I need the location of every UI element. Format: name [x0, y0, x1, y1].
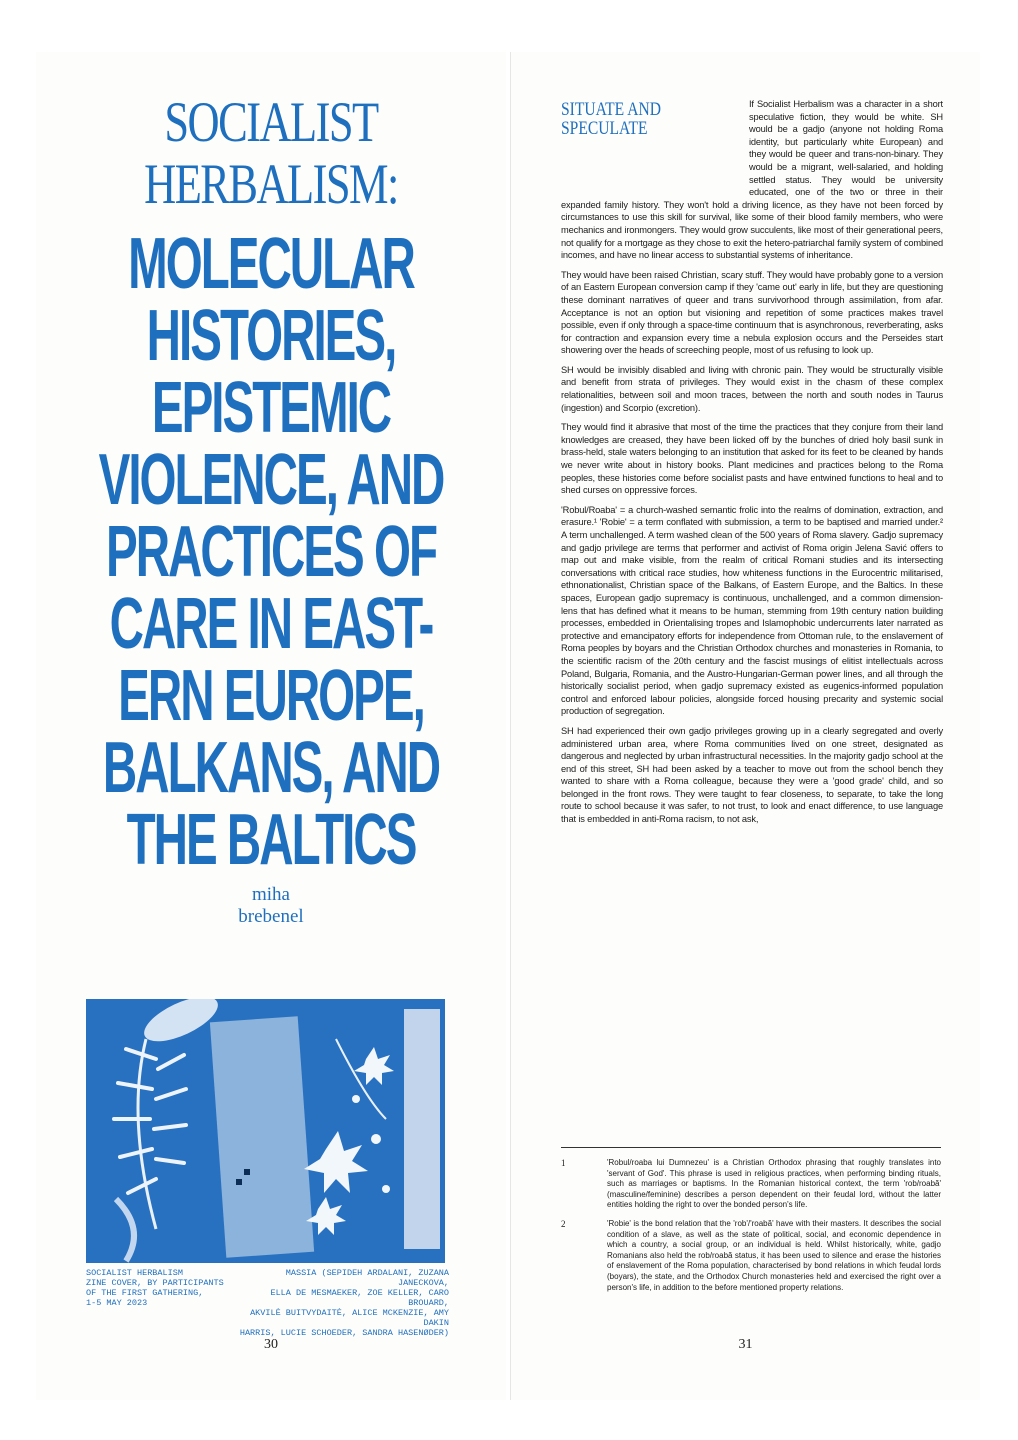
footnote-text: 'Robie' is the bond relation that the 'rob'/'roabă' have with their masters. It describes the social condition of a slave, as well as the state of political, social, and economic dependence in which a country, a social group, or an individual is held. Whilst historically, white, gadjo Romanians also held the rob/roabă status, it has been used to silence and erase the histories of enslavement of the Roma population, characterised by bond relations in which feudal lords (boyars), the state, and the Orthodox Church monasteries held and exercised the right over a person's life, in addition to the before mentioned property relations.: [607, 1218, 941, 1292]
caption-line: HARRIS, LUCIE SCHOEDER, SANDRA HASENØDER): [239, 1328, 449, 1338]
footnote-number: 1: [561, 1158, 566, 1168]
title-line: ERN EUROPE,: [118, 656, 424, 736]
right-page: [510, 52, 980, 1400]
body-paragraph: They would have been raised Christian, scary stuff. They would have probably gone to a version of an Eastern European conversion camp if they 'came out' early in life, but they are questioning these dominant narratives of queer and trans survivorhood through assimilation, from afar. Acceptance is not an option but visioning and repetition of some practices makes travel possible, even if only through a space-time continuum that is asynchronous, reverberating, asks for contraction and expansion every time a nebula explosion occurs and the Perseides start showering over the heads of screeching people, most of us refusing to look up.: [561, 269, 943, 356]
title-line: VIOLENCE, AND: [98, 440, 444, 520]
footnote: [561, 1219, 941, 1293]
title-line: HERBALISM:: [144, 153, 398, 216]
author-last: brebenel: [238, 906, 304, 927]
article-body: [561, 98, 943, 833]
page-number: 30: [264, 1337, 278, 1352]
body-paragraph: They would find it abrasive that most of the time the practices that they conjure from their land knowledges are creased, they have been licked off by the bunches of dried holy basil sunk in brass-held, stale waters belonging to an institution that asked for its feet to be cleaned by hands we never write about in history books. Plant medicines and practices belong to the Roma peoples, these histories come before socialist pasts and have entwined functions to heal and to shed curses on oppressive forces.: [561, 422, 943, 496]
caption-line: ELLA DE MESMAEKER, ZOE KELLER, CARO BROUARD,: [270, 1288, 449, 1308]
footnote-divider: [561, 1147, 941, 1148]
author-first: miha: [252, 884, 290, 905]
footnotes: [561, 1158, 941, 1301]
cyanotype-plants-graphic: [86, 999, 445, 1263]
title-line: PRACTICES OF: [105, 512, 437, 592]
title-serif-lines: [88, 92, 455, 216]
caption-line: SOCIALIST HERBALISM: [86, 1268, 183, 1278]
title-line: SOCIALIST: [164, 91, 378, 154]
page-number: 31: [738, 1337, 753, 1352]
footnote-text: 'Robul/roaba lui Dumnezeu' is a Christian Orthodox phrasing that roughly translates into 'servant of God'. This phrase is used in religious practices, when performing binding rituals, such as marriages or baptisms. In the Romanian historical context, the term 'rob/roabă' (masculine/feminine) describes a person dependent on their feudal lord, without the latter entities holding the right to over the bonded person's life.: [607, 1158, 941, 1210]
left-page: [36, 52, 506, 1400]
title-line: THE BALTICS: [126, 800, 416, 880]
zine-cover-image: [86, 999, 445, 1263]
footnote-number: 2: [561, 1218, 566, 1229]
caption-line: MASSIA (SEPIDEH ARDALANI, ZUZANA JANECKOVA,: [285, 1268, 449, 1288]
body-paragraph: If Socialist Herbalism was a character in a short speculative fiction, they would be white. SH would be a gadjo (anyone not holding Roma identity, but particularly white European) and they would be queer and trans-non-binary. They would be a migrant, well-salaried, and holding settled status. They would be university educated, one of the two or three in their expanded family history. They won't hold a driving licence, as they have not been forced by circumstances to use this skill for survival, like some of their blood family members, who were mechanics and ironmongers. They would grow succulents, like most of their generational peers, not qualify for a mortgage as they chose to exit the hetero-patriarchal family system of combined incomes, and have no linear access to substantial systems of inheritance.: [561, 99, 943, 261]
caption-line: AKVILĖ BUITVYDAITĖ, ALICE MCKENZIE, AMY DAKIN: [250, 1308, 449, 1328]
caption-line: 1-5 MAY 2023: [86, 1298, 148, 1308]
section-heading-line: SPECULATE: [561, 118, 648, 139]
heading-spacer: [561, 98, 749, 190]
title-line: BALKANS, AND: [102, 728, 440, 808]
footnote: [561, 1158, 941, 1211]
body-paragraph: SH would be invisibly disabled and living with chronic pain. They would be structurally visible and benefit from strata of privileges. They would exist in the chasm of these complex relationalities, between soil and moon traces, between the north and south nodes in Taurus (ingestion) and Scorpio (excretion).: [561, 364, 943, 413]
section-heading-line: SITUATE AND: [561, 99, 661, 120]
image-caption-right: [239, 1268, 449, 1338]
body-paragraph: SH had experienced their own gadjo privileges growing up in a clearly segregated and overly administered urban area, where Roma communities lived on one street, designated as dangerous and neglected by urban infrastructural necessities. In the majority gadjo school at the end of this street, SH had been asked by a teacher to move out from the school bench they wanted to share with a Roma colleague, because they were a 'good grade' child, and so belonged in the front rows. They were taught to fear closeness, to separate, to take the long route to school because it was safer, to not trust, to look and enact difference, to use language that is embedded in anti-Roma racism, to not ask,: [561, 725, 943, 825]
caption-line: ZINE COVER, BY PARTICIPANTS: [86, 1278, 224, 1288]
author-name: [36, 884, 506, 928]
caption-line: OF THE FIRST GATHERING,: [86, 1288, 204, 1298]
title-line: HISTORIES,: [146, 296, 396, 376]
body-paragraph: 'Robul/Roaba' = a church-washed semantic frolic into the realms of domination, extraction, and erasure.¹ 'Robie' = a term conflated with submission, a term to be baptised and married under.² A term unchallenged. A term washed clean of the 500 years of Roma slavery. Gadjo supremacy and gadjo privilege are terms that performer and activist of Roma origin Jelena Savić offers to map out and make visible, from the realm of critical Romani studies and its intersecting conversations with critical race studies, how whiteness functions in the Eurocentric militarised, ethnonationalist, Christian space of the Balkans, of Eastern Europe, and the Baltics. In these spaces, European gadjo supremacy is continuous, unchallenged, and a common dimension-lens that has defined what it means to be human, stemming from 19th century nation building processes, embedded in Orientalising tropes and Islamophobic undercurrents later narrated as protective and emancipatory efforts for independence from Ottoman rule, to the enslavement of Roma peoples by boyars and the Christian Orthodox churches and monasteries in Romania, to the scientific racism of the 20th century and the fascist musings of elitist intellectuals across Poland, Bulgaria, Romania, and the Austro-Hungarian-German power lines, and all through the historically socialist period, when gadjo supremacy existed as eugenics-informed population control and enforced labour policies, alongside forced housing precarity and systemic social production of segregation.: [561, 504, 943, 717]
title-line: EPISTEMIC: [151, 368, 391, 448]
title-line: MOLECULAR: [128, 224, 414, 304]
image-caption-left: [86, 1268, 236, 1308]
title-bold-lines: [76, 224, 465, 880]
title-line: CARE IN EAST-: [109, 584, 433, 664]
